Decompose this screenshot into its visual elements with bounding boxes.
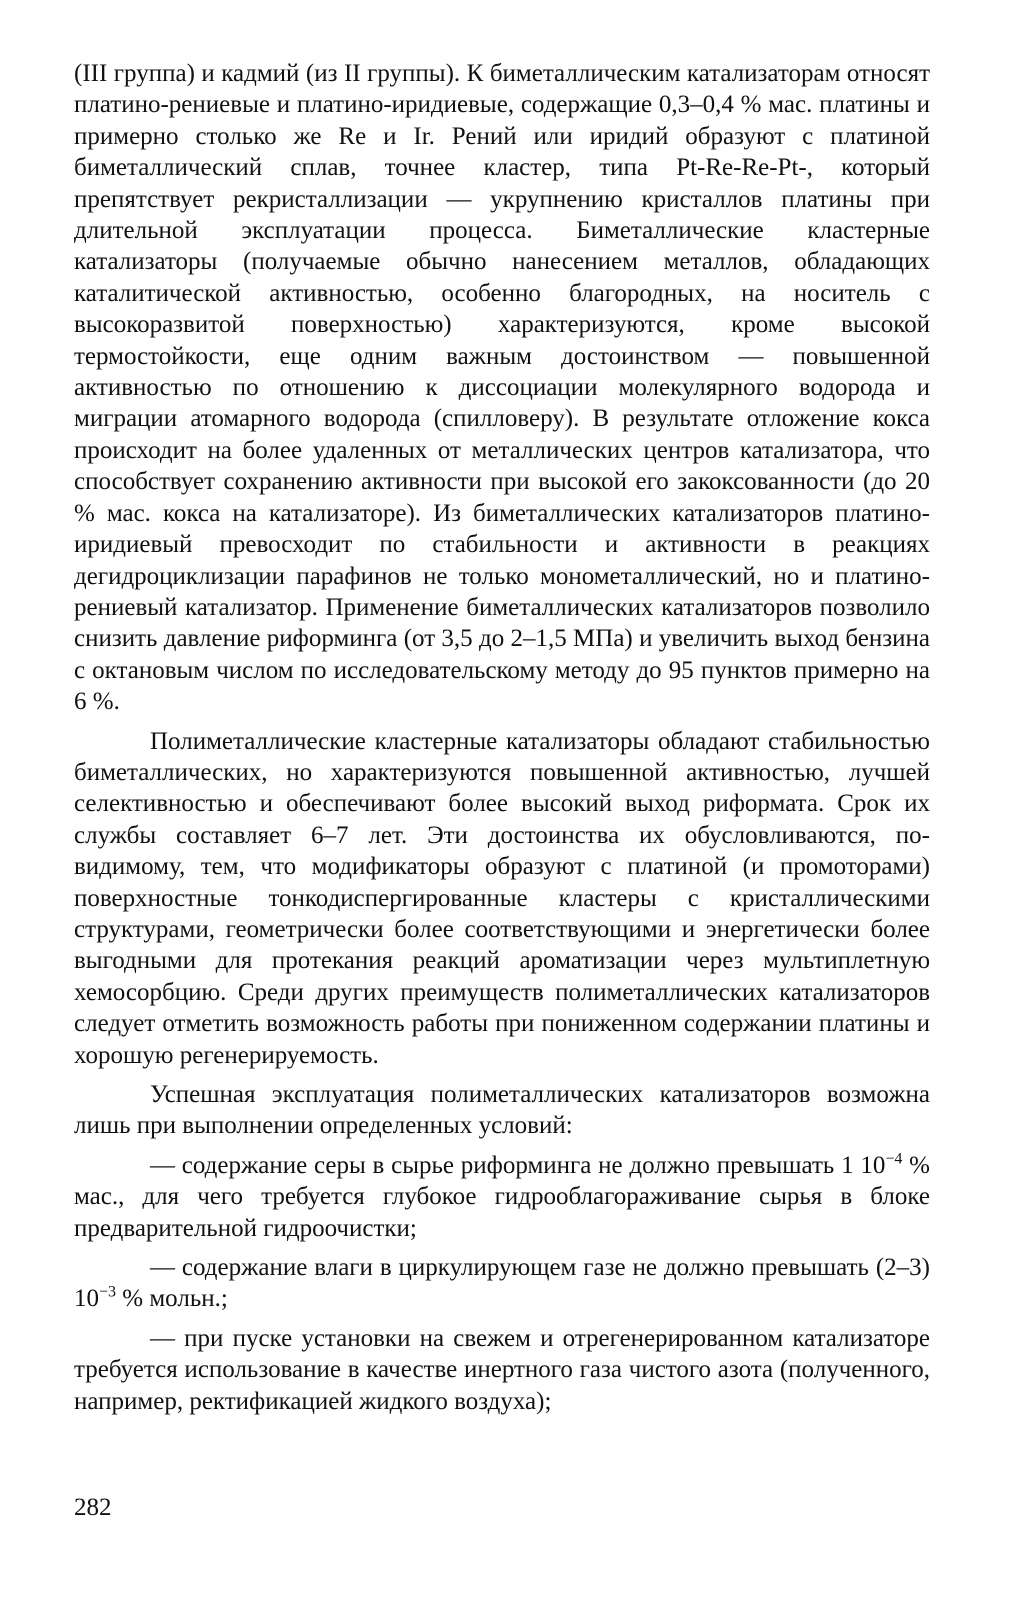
list-item-sulfur-text-b: % мас., для чего требуется глубокое гидрооблагораживание сырья в блоке предварительной гидроочистки; xyxy=(74,1151,930,1242)
paragraph-conditions-intro: Успешная эксплуатация полиметаллических катализаторов возможна лишь при выполнении определенных условий: xyxy=(74,1081,930,1140)
list-item-moisture-text-a: — содержание влаги в циркулирующем газе не должно превышать (2–3) 10 xyxy=(74,1254,930,1313)
page-body xyxy=(74,58,930,1417)
list-item-nitrogen: — при пуске установки на свежем и отрегенерированном катализаторе требуется использование в качестве инертного газа чистого азота (полученного, например, ректификацией жидкого воздуха); xyxy=(74,1324,930,1415)
list-item-sulfur xyxy=(74,1150,930,1244)
paragraph-bimetallic: (III группа) и кадмий (из II группы). К биметаллическим катализаторам относят платино-рениевые и платино-иридиевые, содержащие 0,3–0,4 % мас. платины и примерно столько же Re и Ir. Рений или иридий образуют с платиной биметаллический сплав, точнее кластер, типа Pt-Re-Re-Pt-, который препятствует рекристаллизации — укрупнению кристаллов платины при длительной эксплуатации процесса. Биметаллические кластерные катализаторы (получаемые обычно нанесением металлов, обладающих каталитической активностью, особенно благородных, на носитель с высокоразвитой поверхностью) характеризуются, кроме высокой термостойкости, еще одним важным достоинством — повышенной активностью по отношению к диссоциации молекулярного водорода и миграции атомарного водорода (спилловеру). В результате отложение кокса происходит на более удаленных от металлических центров катализатора, что способствует сохранению активности при высокой его закоксованности (до 20 % мас. кокса на катализаторе). Из биметаллических катализаторов платино-иридиевый превосходит по стабильности и активности в реакциях дегидроциклизации парафинов не только монометаллический, но и платино-рениевый катализатор. Применение биметаллических катализаторов позволило снизить давление риформинга (от 3,5 до 2–1,5 МПа) и увеличить выход бензина с октановым числом по исследовательскому методу до 95 пунктов примерно на 6 %. xyxy=(74,60,930,716)
list-item-moisture xyxy=(74,1252,930,1315)
list-item-moisture-text-b: % мольн.; xyxy=(116,1285,228,1313)
page-number: 282 xyxy=(74,1494,112,1521)
paragraph-polymetallic: Полиметаллические кластерные катализаторы обладают стабильностью биметаллических, но характеризуются повышенной активностью, лучшей селективностью и обеспечивают более высокий выход риформата. Срок их службы составляет 6–7 лет. Эти достоинства их обусловливаются, по-видимому, тем, что модификаторы образуют с платиной (и промоторами) поверхностные тонкодиспергированные кластеры с кристаллическими структурами, геометрически более соответствующими и энергетически более выгодными для протекания реакций ароматизации через мультиплетную хемосорбцию. Среди других преимуществ полиметаллических катализаторов следует отметить возможность работы при пониженном содержании платины и хорошую регенерируемость. xyxy=(74,727,930,1069)
moisture-exponent: −3 xyxy=(99,1284,117,1302)
sulfur-exponent: −4 xyxy=(885,1150,903,1168)
list-item-sulfur-text-a: — содержание серы в сырье риформинга не должно превышать 1 10 xyxy=(150,1151,886,1179)
